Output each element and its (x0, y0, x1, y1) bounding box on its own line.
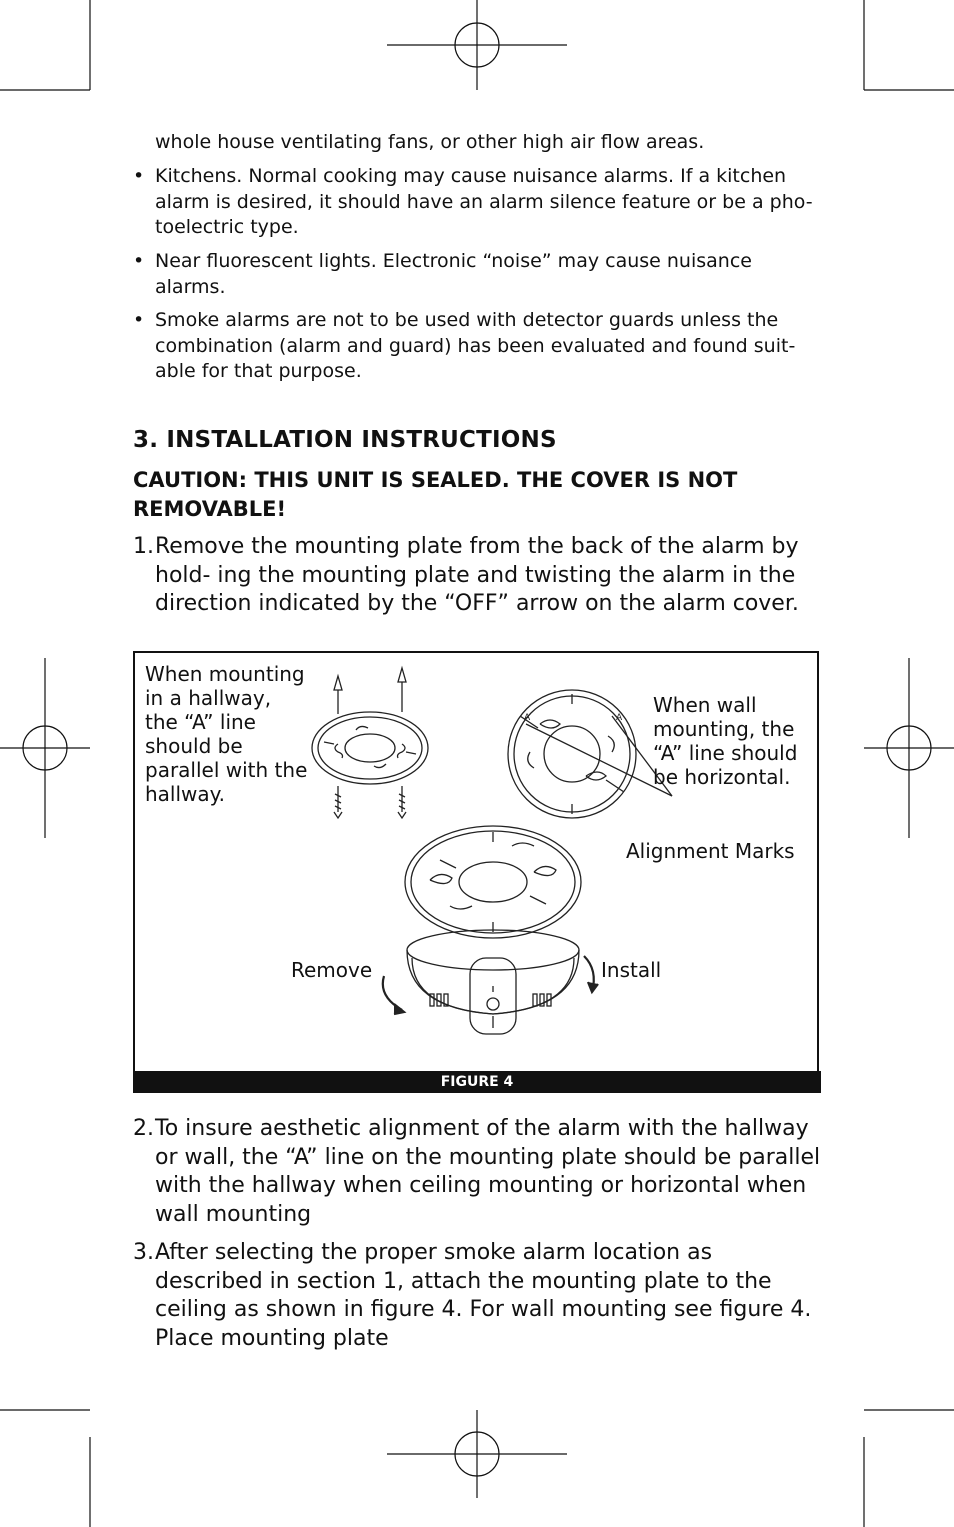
step-text: Remove the mounting plate from the back of the alarm by hold- ing the mounting plate and twisting the alarm in the direction indicated by the “OFF” arrow on the alarm cover. (155, 534, 799, 616)
remove-arrow-icon (383, 976, 404, 1014)
smoke-alarm-body (407, 930, 579, 1034)
bullet-text: Near fluorescent lights. Electronic “noise” may cause nuisance alarms. (155, 250, 752, 298)
bullet-text: Kitchens. Normal cooking may cause nuisance alarms. If a kitchen alarm is desired, it should have an alarm silence feature or be a pho- toelectric type. (155, 165, 813, 238)
step-number: 2. (133, 1116, 154, 1141)
hallway-note: When mounting in a hallway, the “A” line should be parallel with the hallway. (145, 662, 308, 806)
mounting-plate-middle (405, 826, 581, 938)
list-item (133, 1239, 823, 1353)
step-number: 3. (133, 1240, 154, 1265)
alignment-mark-right: A (616, 713, 623, 723)
step-text: After selecting the proper smoke alarm location as described in section 1, attach the mounting plate to the ceiling as shown in figure 4. For wall mounting see figure 4. Place mounting plate (155, 1240, 812, 1351)
mounting-plate-wall (508, 690, 672, 818)
bullet-marker: • (133, 309, 145, 331)
step-text: To insure aesthetic alignment of the alarm with the hallway or wall, the “A” line on the mounting plate should be parallel with the hallway when ceiling mounting or horizontal when wall mounting (155, 1116, 821, 1227)
bullet-marker: • (133, 250, 145, 272)
list-item (133, 1115, 823, 1229)
alignment-marks-label: Alignment Marks (626, 839, 795, 863)
caution-text: CAUTION: THIS UNIT IS SEALED. THE COVER IS NOT REMOVABLE! (133, 468, 738, 521)
wall-note: When wall mounting, the “A” line should be horizontal. (653, 693, 798, 789)
mounting-plate-ceiling (312, 712, 428, 784)
continued-line: whole house ventilating fans, or other high air flow areas. (155, 131, 705, 153)
bullet-marker: • (133, 165, 145, 187)
step-number: 1. (133, 534, 154, 559)
bullet-text: Smoke alarms are not to be used with detector guards unless the combination (alarm and guard) has been evaluated and found suit- able for that purpose. (155, 309, 796, 382)
screw-icon (334, 668, 406, 818)
install-label: Install (601, 958, 662, 982)
remove-label: Remove (291, 958, 373, 982)
alignment-mark-left: A (524, 713, 531, 723)
section-title: 3. INSTALLATION INSTRUCTIONS (133, 427, 557, 453)
install-arrow-icon (584, 956, 598, 992)
figure-caption: FIGURE 4 (133, 1071, 821, 1093)
